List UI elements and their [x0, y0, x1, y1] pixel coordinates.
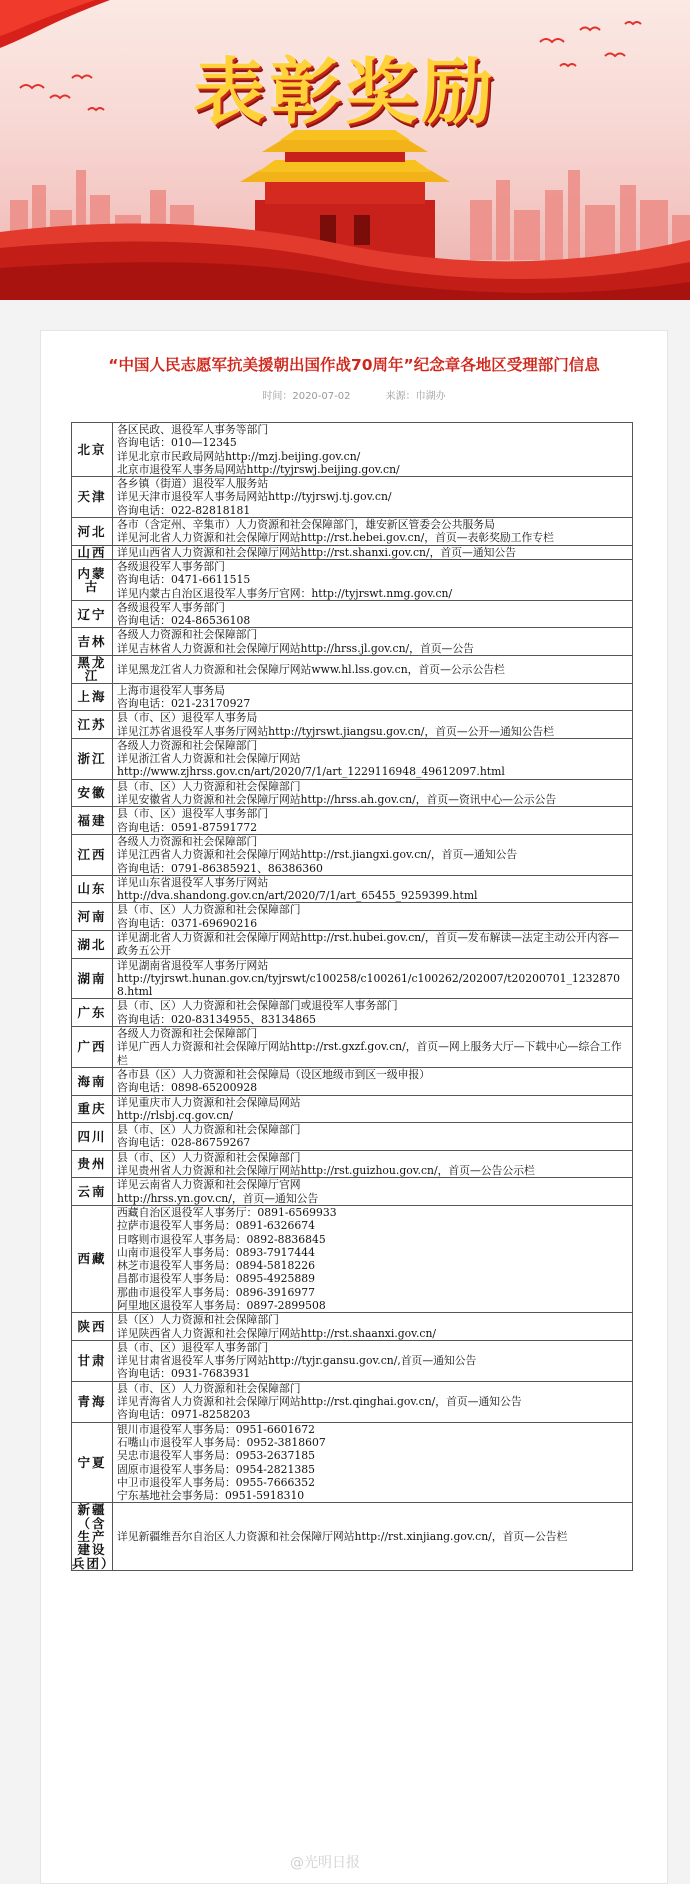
- article-date: 时间：2020-07-02: [262, 391, 351, 402]
- info-cell: [113, 1067, 633, 1095]
- table-row: [72, 875, 633, 903]
- province-cell: 北京: [72, 423, 113, 477]
- info-line: 各乡镇（街道）退役军人服务站: [117, 477, 269, 491]
- article-source: 来源：巾湖办: [385, 391, 446, 402]
- table-row: [72, 683, 633, 711]
- info-line: 县（市、区）人力资源和社会保障部门: [117, 903, 301, 917]
- province-cell: 天津: [72, 477, 113, 518]
- info-line: http://dva.shandong.gov.cn/art/2020/7/1/art_65455_9259399.html: [117, 889, 478, 903]
- province-cell: 宁夏: [72, 1422, 113, 1503]
- province-cell: 江苏: [72, 711, 113, 739]
- table-row: [72, 738, 633, 779]
- info-line: 宁东基地社会事务局：0951-5918310: [117, 1489, 305, 1503]
- province-cell: 新疆（含生产建设兵团）: [72, 1502, 116, 1571]
- info-line: 咨询电话：010—12345: [117, 436, 237, 450]
- table-row: [72, 1205, 633, 1312]
- province-cell: 湖北: [72, 930, 113, 958]
- info-cell: [113, 518, 633, 546]
- province-cell: 吉林: [72, 628, 113, 656]
- info-line: 详见河北省人力资源和社会保障厅网站http://rst.hebei.gov.cn/，首页—表彰奖励工作专栏: [117, 531, 554, 545]
- province-cell: 云南: [72, 1178, 113, 1206]
- table-row: [72, 834, 633, 875]
- info-cell: [113, 738, 633, 779]
- province-cell: 浙江: [72, 738, 113, 779]
- province-cell: 陕西: [72, 1313, 113, 1341]
- table-row: [72, 1313, 633, 1341]
- province-cell: 内蒙古: [72, 559, 113, 600]
- province-cell: 山东: [72, 875, 113, 903]
- info-line: 详见山西省人力资源和社会保障厅网站http://rst.shanxi.gov.cn/，首页—通知公告: [117, 545, 517, 559]
- info-line: 详见贵州省人力资源和社会保障厅网站http://rst.guizhou.gov.cn/，首页—公告公示栏: [117, 1164, 535, 1178]
- table-row: [72, 711, 633, 739]
- info-line: 中卫市退役军人事务局：0955-7666352: [117, 1475, 315, 1489]
- info-cell: [113, 903, 633, 931]
- info-cell: [113, 807, 633, 835]
- info-line: 详见青海省人力资源和社会保障厅网站http://rst.qinghai.gov.cn/，首页—通知公告: [117, 1395, 522, 1409]
- info-line: 上海市退役军人事务局: [117, 683, 225, 697]
- info-line: 昌都市退役军人事务局：0895-4925889: [117, 1272, 315, 1286]
- province-cell: 重庆: [72, 1095, 113, 1123]
- info-line: 西藏自治区退役军人事务厅：0891-6569933: [117, 1205, 337, 1219]
- table-row: [72, 779, 633, 807]
- table-row: [72, 545, 633, 559]
- info-line: 详见湖北省人力资源和社会保障厅网站http://rst.hubei.gov.cn/，首页—发布解读—法定主动公开内容—政务五公开: [117, 930, 620, 958]
- info-line: 各级人力资源和社会保障部门: [117, 1027, 258, 1041]
- info-line: 详见新疆维吾尔自治区人力资源和社会保障厅网站http://rst.xinjiang.gov.cn/，首页—公告栏: [117, 1530, 568, 1544]
- department-table: [71, 422, 633, 1571]
- info-line: 县（市、区）退役军人事务部门: [117, 1340, 269, 1354]
- info-cell: [113, 656, 633, 684]
- table-row: [72, 423, 633, 477]
- info-cell: [113, 1178, 633, 1206]
- table-row: [72, 628, 633, 656]
- info-line: 详见山东省退役军人事务厅网站: [117, 875, 269, 889]
- info-cell: [113, 1313, 633, 1341]
- info-line: 详见甘肃省退役军人事务厅网站http://tyjr.gansu.gov.cn/,首页—通知公告: [117, 1354, 477, 1368]
- table-row: [72, 999, 633, 1027]
- info-line: 详见黑龙江省人力资源和社会保障厅网站www.hl.lss.gov.cn，首页—公示公告栏: [117, 662, 505, 676]
- info-line: 县（市、区）退役军人事务部门: [117, 807, 269, 821]
- info-line: 详见安徽省人力资源和社会保障厅网站http://hrss.ah.gov.cn/，首页—资讯中心—公示公告: [117, 793, 557, 807]
- info-line: 阿里地区退役军人事务局：0897-2899508: [117, 1299, 326, 1312]
- province-cell: 贵州: [72, 1150, 113, 1178]
- table-row: [72, 518, 633, 546]
- info-line: 各级人力资源和社会保障部门: [117, 738, 258, 752]
- info-line: 各市县（区）人力资源和社会保障局（设区地级市到区一级申报）: [117, 1067, 431, 1081]
- info-line: 县（市、区）人力资源和社会保障部门或退役军人事务部门: [117, 999, 398, 1013]
- info-cell: [113, 1150, 633, 1178]
- info-cell: [113, 683, 633, 711]
- info-line: http://tyjrswt.hunan.gov.cn/tyjrswt/c100258/c100261/c100262/202007/t20200701_12328708.html: [117, 971, 620, 999]
- table-row: [72, 958, 633, 999]
- info-cell: [113, 930, 633, 958]
- province-cell: 广西: [72, 1027, 113, 1068]
- article-card: [40, 330, 668, 1884]
- info-line: 那曲市退役军人事务局：0896-3916977: [117, 1285, 315, 1299]
- table-row: [72, 1067, 633, 1095]
- info-line: 固原市退役军人事务局：0954-2821385: [117, 1462, 315, 1476]
- table-row: [72, 1150, 633, 1178]
- province-cell: 西藏: [72, 1205, 113, 1312]
- info-line: 详见内蒙古自治区退役军人事务厅官网：http://tyjrswt.nmg.gov.cn/: [117, 586, 453, 600]
- info-line: 详见云南省人力资源和社会保障厅官网: [117, 1178, 301, 1192]
- info-line: 日喀则市退役军人事务局：0892-8836845: [117, 1232, 326, 1246]
- info-line: 石嘴山市退役军人事务局：0952-3818607: [117, 1435, 326, 1449]
- info-cell: [113, 423, 633, 477]
- info-line: 银川市退役军人事务局：0951-6601672: [117, 1422, 315, 1436]
- article-meta: [41, 387, 667, 402]
- province-cell: 湖南: [72, 958, 113, 999]
- table-row: [72, 903, 633, 931]
- info-line: 各级退役军人事务部门: [117, 600, 225, 614]
- info-cell: [113, 559, 633, 600]
- info-line: 详见北京市民政局网站http://mzj.beijing.gov.cn/: [117, 449, 361, 463]
- province-cell: 海南: [72, 1067, 113, 1095]
- info-line: 详见吉林省人力资源和社会保障厅网站http://hrss.jl.gov.cn/，首页—公告: [117, 641, 474, 655]
- info-line: 县（市、区）人力资源和社会保障部门: [117, 1123, 301, 1137]
- info-cell: [113, 834, 633, 875]
- province-cell: 黑龙江: [72, 656, 113, 684]
- info-line: 吴忠市退役军人事务局：0953-2637185: [117, 1449, 315, 1463]
- info-line: 详见江苏省退役军人事务厅网站http://tyjrswt.jiangsu.gov.cn/，首页—公开—通知公告栏: [117, 724, 555, 738]
- province-cell: 江西: [72, 834, 113, 875]
- info-line: 咨询电话：0931-7683931: [117, 1367, 251, 1381]
- table-row: [72, 1027, 633, 1068]
- info-cell: [113, 958, 633, 999]
- article-title: “中国人民志愿军抗美援朝出国作战70周年”纪念章各地区受理部门信息: [108, 356, 600, 374]
- table-row: [72, 477, 633, 518]
- info-line: 咨询电话：021-23170927: [117, 696, 251, 710]
- info-line: 详见重庆市人力资源和社会保障局网站: [117, 1095, 301, 1109]
- info-line: 咨询电话：0471-6611515: [117, 573, 251, 587]
- info-line: 林芝市退役军人事务局：0894-5818226: [117, 1259, 315, 1273]
- info-line: 咨询电话：020-83134955、83134865: [117, 1012, 316, 1026]
- info-cell: [113, 1340, 633, 1381]
- table-row: [72, 600, 633, 628]
- province-cell: 河南: [72, 903, 113, 931]
- province-cell: 安徽: [72, 779, 113, 807]
- province-cell: 山西: [72, 545, 113, 559]
- table-row: [72, 656, 633, 684]
- info-line: 县（市、区）人力资源和社会保障部门: [117, 1381, 301, 1395]
- info-line: 咨询电话：0971-8258203: [117, 1408, 251, 1422]
- info-line: http://hrss.yn.gov.cn/，首页—通知公告: [117, 1191, 319, 1205]
- table-row: [72, 1123, 633, 1151]
- info-line: 县（市、区）人力资源和社会保障部门: [117, 779, 301, 793]
- province-cell: 甘肃: [72, 1340, 113, 1381]
- header-banner: [0, 0, 690, 300]
- info-cell: [113, 1123, 633, 1151]
- banner-title: 表彰奖励: [192, 50, 497, 134]
- table-row: [72, 1422, 633, 1503]
- table-row: [72, 1095, 633, 1123]
- info-line: 山南市退役军人事务局：0893-7917444: [117, 1245, 315, 1259]
- info-cell: [113, 875, 633, 903]
- info-line: 县（区）人力资源和社会保障部门: [117, 1313, 279, 1327]
- info-line: 咨询电话：024-86536108: [117, 614, 251, 628]
- info-line: 各级人力资源和社会保障部门: [117, 628, 258, 642]
- info-line: 各级人力资源和社会保障部门: [117, 834, 258, 848]
- info-line: 咨询电话：0371-69690216: [117, 916, 258, 930]
- info-line: 详见陕西省人力资源和社会保障厅网站http://rst.shaanxi.gov.cn/: [117, 1326, 437, 1340]
- info-line: http://rlsbj.cq.gov.cn/: [117, 1108, 233, 1122]
- info-line: 咨询电话：028-86759267: [117, 1136, 251, 1150]
- info-line: 详见广西人力资源和社会保障厅网站http://rst.gxzf.gov.cn/，首页—网上服务大厅—下载中心—综合工作栏: [117, 1040, 622, 1067]
- info-cell: [113, 600, 633, 628]
- info-cell: [113, 779, 633, 807]
- province-cell: 河北: [72, 518, 113, 546]
- info-cell: [113, 1422, 633, 1503]
- info-cell: [113, 628, 633, 656]
- info-line: 详见天津市退役军人事务局网站http://tyjrswj.tj.gov.cn/: [117, 490, 392, 504]
- info-line: 县（市、区）退役军人事务局: [117, 711, 258, 725]
- info-line: 详见浙江省人力资源和社会保障厅网站: [117, 752, 301, 766]
- table-row: [72, 1503, 633, 1570]
- province-cell: 上海: [72, 683, 113, 711]
- province-cell: 青海: [72, 1381, 113, 1422]
- info-line: 详见湖南省退役军人事务厅网站: [117, 958, 269, 972]
- info-line: 拉萨市退役军人事务局：0891-6326674: [117, 1219, 315, 1233]
- info-cell: [113, 477, 633, 518]
- info-line: 县（市、区）人力资源和社会保障部门: [117, 1150, 301, 1164]
- province-cell: 广东: [72, 999, 113, 1027]
- table-row: [72, 930, 633, 958]
- info-line: http://www.zjhrss.gov.cn/art/2020/7/1/art_1229116948_49612097.html: [117, 765, 505, 779]
- info-line: 咨询电话：0791-86385921、86386360: [117, 861, 323, 875]
- province-cell: 辽宁: [72, 600, 113, 628]
- info-line: 北京市退役军人事务局网站http://tyjrswj.beijing.gov.cn/: [117, 462, 400, 476]
- info-cell: [113, 1503, 633, 1570]
- info-cell: [113, 545, 633, 559]
- info-line: 咨询电话：022-82818181: [117, 503, 251, 517]
- info-cell: [113, 1027, 633, 1068]
- table-row: [72, 1178, 633, 1206]
- info-line: 详见江西省人力资源和社会保障厅网站http://rst.jiangxi.gov.cn/，首页—通知公告: [117, 848, 518, 862]
- info-line: 咨询电话：0898-65200928: [117, 1081, 258, 1095]
- info-cell: [113, 999, 633, 1027]
- province-cell: 福建: [72, 807, 113, 835]
- info-line: 各级退役军人事务部门: [117, 559, 225, 573]
- table-row: [72, 559, 633, 600]
- info-cell: [113, 1095, 633, 1123]
- table-row: [72, 807, 633, 835]
- info-line: 咨询电话：0591-87591772: [117, 820, 258, 834]
- info-line: 各市（含定州、辛集市）人力资源和社会保障部门，雄安新区管委会公共服务局: [117, 518, 495, 532]
- info-cell: [113, 1205, 633, 1312]
- table-row: [72, 1340, 633, 1381]
- province-cell: 四川: [72, 1123, 113, 1151]
- info-line: 各区民政、退役军人事务等部门: [117, 423, 269, 436]
- info-cell: [113, 1381, 633, 1422]
- info-cell: [113, 711, 633, 739]
- watermark: @光明日报: [290, 1855, 360, 1871]
- table-row: [72, 1381, 633, 1422]
